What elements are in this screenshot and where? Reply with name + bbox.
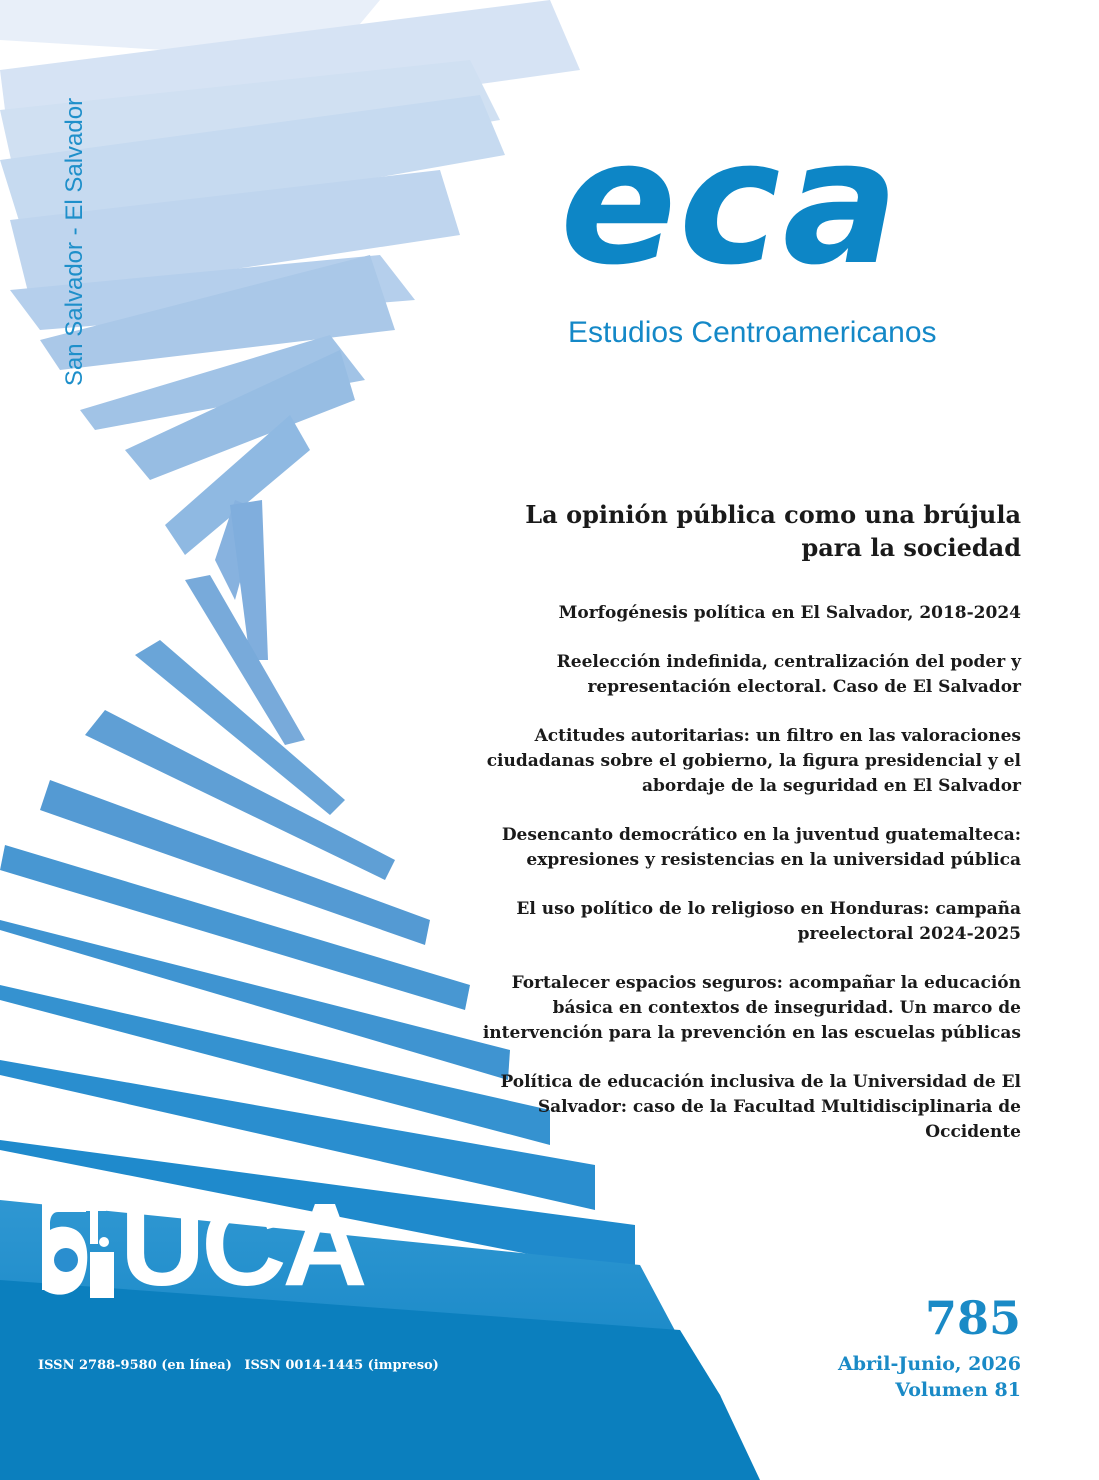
article-title: Fortalecer espacios seguros: acompañar la educación básica en contextos de inseguridad. Un marco de intervención para la prevención en las escuelas públicas <box>482 973 1021 1043</box>
issue-date: Abril-Junio, 2026 <box>838 1353 1021 1375</box>
article-title: Desencanto democrático en la juventud guatemalteca: expresiones y resistencias en la universidad pública <box>501 825 1021 870</box>
journal-logo: eca <box>560 102 901 303</box>
issue-number: 785 <box>924 1291 1021 1345</box>
article-list <box>461 601 1021 1169</box>
article-title: Reelección indefinida, centralización del poder y representación electoral. Caso de El Salvador <box>556 652 1021 697</box>
place-vertical-label <box>55 88 95 408</box>
place-text: San Salvador - El Salvador <box>61 97 88 387</box>
issue-volume: Volumen 81 <box>895 1379 1021 1401</box>
journal-name: Estudios Centroamericanos <box>568 316 937 349</box>
issn-print: ISSN 0014-1445 (impreso) <box>244 1358 439 1373</box>
issn-online: ISSN 2788-9580 (en línea) <box>38 1358 232 1373</box>
issn-line <box>38 1358 447 1373</box>
issue-headline: La opinión pública como una brújula para la sociedad <box>525 500 1021 562</box>
article-title: Actitudes autoritarias: un filtro en las valoraciones ciudadanas sobre el gobierno, la figura presidencial y el abordaje de la seguridad en El Salvador <box>486 726 1021 796</box>
article-title: Morfogénesis política en El Salvador, 2018-2024 <box>558 603 1021 623</box>
article-title: Política de educación inclusiva de la Universidad de El Salvador: caso de la Facultad Multidisciplinaria de Occidente <box>500 1072 1021 1142</box>
article-title: El uso político de lo religioso en Honduras: campaña preelectoral 2024-2025 <box>516 899 1021 944</box>
uca-wordmark: UCA <box>120 1179 364 1311</box>
